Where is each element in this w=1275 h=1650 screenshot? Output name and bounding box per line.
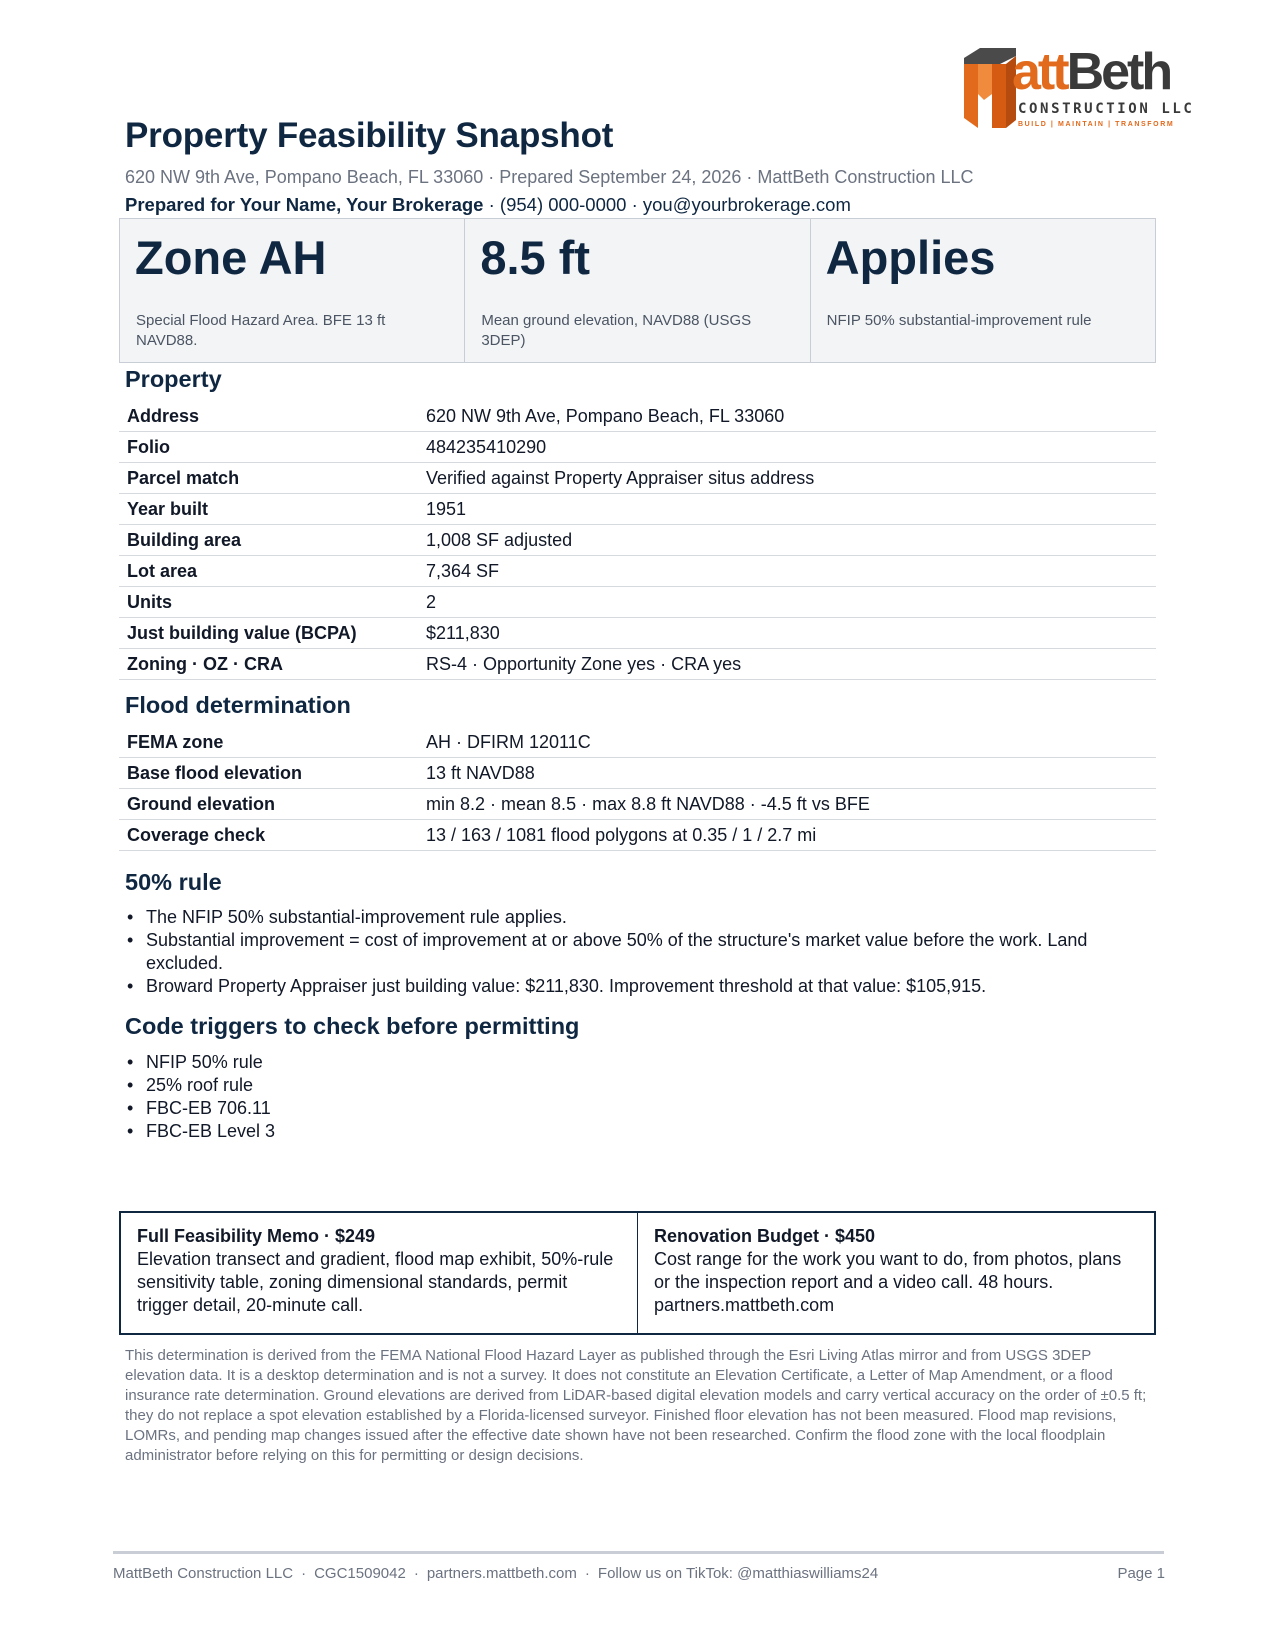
offers-box: [119, 1211, 1156, 1335]
kpi-cards: [119, 218, 1156, 363]
footer-separator: ·: [413, 1565, 419, 1582]
list-item: • 25% roof rule: [125, 1074, 1125, 1097]
footer-social: Follow us on TikTok: @matthiaswilliams24: [597, 1565, 879, 1582]
row-value: $211,830: [418, 618, 1156, 649]
row-key: Parcel match: [119, 463, 418, 494]
logo-m-mark-icon: [962, 44, 1018, 130]
table-row: [119, 556, 1156, 587]
offer-body: Cost range for the work you want to do, from photos, plans or the inspection report and a video call. 48 hours. partners.mattbeth.com: [654, 1249, 1122, 1315]
row-value: 1,008 SF adjusted: [418, 525, 1156, 556]
row-key: Year built: [119, 494, 418, 525]
kpi-card-ground-elevation: [465, 218, 810, 363]
prepared-for-name: Prepared for Your Name, Your Brokerage: [125, 194, 484, 215]
table-row: [119, 463, 1156, 494]
kpi-card-flood-zone: [119, 218, 465, 363]
row-value: Verified against Property Appraiser situs address: [418, 463, 1156, 494]
logo-brand-beth: Beth: [1066, 43, 1171, 101]
table-row: [119, 432, 1156, 463]
offer-feasibility-memo: [121, 1213, 637, 1333]
report-meta: 620 NW 9th Ave, Pompano Beach, FL 33060 · Prepared September 24, 2026 · MattBeth Construction LLC: [125, 167, 974, 187]
list-item: • NFIP 50% rule: [125, 1051, 1125, 1074]
row-value: min 8.2 · mean 8.5 · max 8.8 ft NAVD88 · -4.5 ft vs BFE: [418, 789, 1156, 820]
page-number: Page 1: [1117, 1565, 1165, 1582]
offer-body: Elevation transect and gradient, flood map exhibit, 50%-rule sensitivity table, zoning dimensional standards, permit trigger detail, 20-minute call.: [137, 1249, 614, 1315]
logo-subtitle: CONSTRUCTION LLC: [1018, 101, 1195, 117]
row-key: Building area: [119, 525, 418, 556]
section-heading-property: Property: [125, 366, 222, 392]
row-value: RS-4 · Opportunity Zone yes · CRA yes: [418, 649, 1156, 680]
footer-separator: ·: [301, 1565, 307, 1582]
row-value: 13 / 163 / 1081 flood polygons at 0.35 / 1 / 2.7 mi: [418, 820, 1156, 851]
kpi-label: NFIP 50% substantial-improvement rule: [826, 312, 1092, 329]
footer-company: MattBeth Construction LLC: [113, 1565, 294, 1582]
code-triggers-list: [125, 1051, 1125, 1143]
table-row: [119, 789, 1156, 820]
kpi-value: Applies: [825, 231, 996, 284]
list-item: • FBC-EB 706.11: [125, 1097, 1125, 1120]
kpi-value: 8.5 ft: [480, 231, 591, 284]
flood-table: [119, 727, 1156, 851]
logo-tagline: BUILD | MAINTAIN | TRANSFORM: [1018, 121, 1175, 128]
row-value: AH · DFIRM 12011C: [418, 727, 1156, 758]
table-row: [119, 525, 1156, 556]
footer: [113, 1565, 878, 1582]
kpi-label: Mean ground elevation, NAVD88 (USGS 3DEP): [481, 312, 752, 349]
offer-title: Renovation Budget · $450: [654, 1226, 876, 1246]
row-key: Base flood elevation: [119, 758, 418, 789]
row-key: Folio: [119, 432, 418, 463]
kpi-card-50-rule: [811, 218, 1156, 363]
list-item: • The NFIP 50% substantial-improvement rule applies.: [125, 906, 1125, 929]
disclaimer: This determination is derived from the FEMA National Flood Hazard Layer as published through the Esri Living Atlas mirror and from USGS 3DEP elevation data. It is a desktop determination and is not a survey. It does not constitute an Elevation Certificate, a Letter of Map Amendment, or a flood insurance rate determination. Ground elevations are derived from LiDAR-based digital elevation models and carry vertical accuracy on the order of ±0.5 ft; they do not replace a spot elevation established by a Florida-licensed surveyor. Finished floor elevation has not been measured. Flood map revisions, LOMRs, and pending map changes issued after the effective date shown have not been researched. Confirm the flood zone with the local floodplain administrator before relying on this for permitting or design decisions.: [125, 1347, 1147, 1464]
logo-brand: [1012, 43, 1171, 101]
logo-brand-att: att: [1012, 43, 1067, 101]
kpi-value: Zone AH: [135, 231, 327, 284]
footer-license: CGC1509042: [314, 1565, 406, 1582]
footer-separator: ·: [584, 1565, 590, 1582]
offer-title: Full Feasibility Memo · $249: [137, 1226, 376, 1246]
row-key: Ground elevation: [119, 789, 418, 820]
table-row: [119, 401, 1156, 432]
offer-renovation-budget: [637, 1213, 1154, 1333]
property-table: [119, 401, 1156, 680]
row-value: 7,364 SF: [418, 556, 1156, 587]
table-row: [119, 727, 1156, 758]
page-title: Property Feasibility Snapshot: [125, 116, 614, 155]
row-value: 1951: [418, 494, 1156, 525]
row-value: 484235410290: [418, 432, 1156, 463]
row-key: Lot area: [119, 556, 418, 587]
list-item: • Broward Property Appraiser just building value: $211,830. Improvement threshold at that value: $105,915.: [125, 975, 1125, 998]
row-value: 2: [418, 587, 1156, 618]
list-item: • Substantial improvement = cost of improvement at or above 50% of the structure's market value before the work. Land excluded.: [125, 929, 1125, 975]
table-row: [119, 758, 1156, 789]
table-row: [119, 494, 1156, 525]
kpi-label: Special Flood Hazard Area. BFE 13 ft NAVD88.: [136, 312, 386, 349]
footer-divider: [113, 1551, 1164, 1554]
section-heading-code-triggers: Code triggers to check before permitting: [125, 1013, 580, 1039]
list-item: • FBC-EB Level 3: [125, 1120, 1125, 1143]
row-key: FEMA zone: [119, 727, 418, 758]
rule50-list: [125, 906, 1125, 998]
prepared-for-contact: · (954) 000-0000 · you@yourbrokerage.com: [483, 194, 851, 215]
table-row: [119, 649, 1156, 680]
table-row: [119, 820, 1156, 851]
company-logo: [962, 43, 1195, 134]
row-key: Units: [119, 587, 418, 618]
table-row: [119, 618, 1156, 649]
table-row: [119, 587, 1156, 618]
row-value: 13 ft NAVD88: [418, 758, 1156, 789]
footer-site-link[interactable]: partners.mattbeth.com: [426, 1565, 577, 1582]
section-heading-flood: Flood determination: [125, 692, 351, 718]
row-key: Coverage check: [119, 820, 418, 851]
section-heading-50-rule: 50% rule: [125, 869, 222, 895]
row-key: Zoning · OZ · CRA: [119, 649, 418, 680]
row-key: Address: [119, 401, 418, 432]
row-key: Just building value (BCPA): [119, 618, 418, 649]
prepared-for-line: [125, 194, 851, 216]
row-value: 620 NW 9th Ave, Pompano Beach, FL 33060: [418, 401, 1156, 432]
